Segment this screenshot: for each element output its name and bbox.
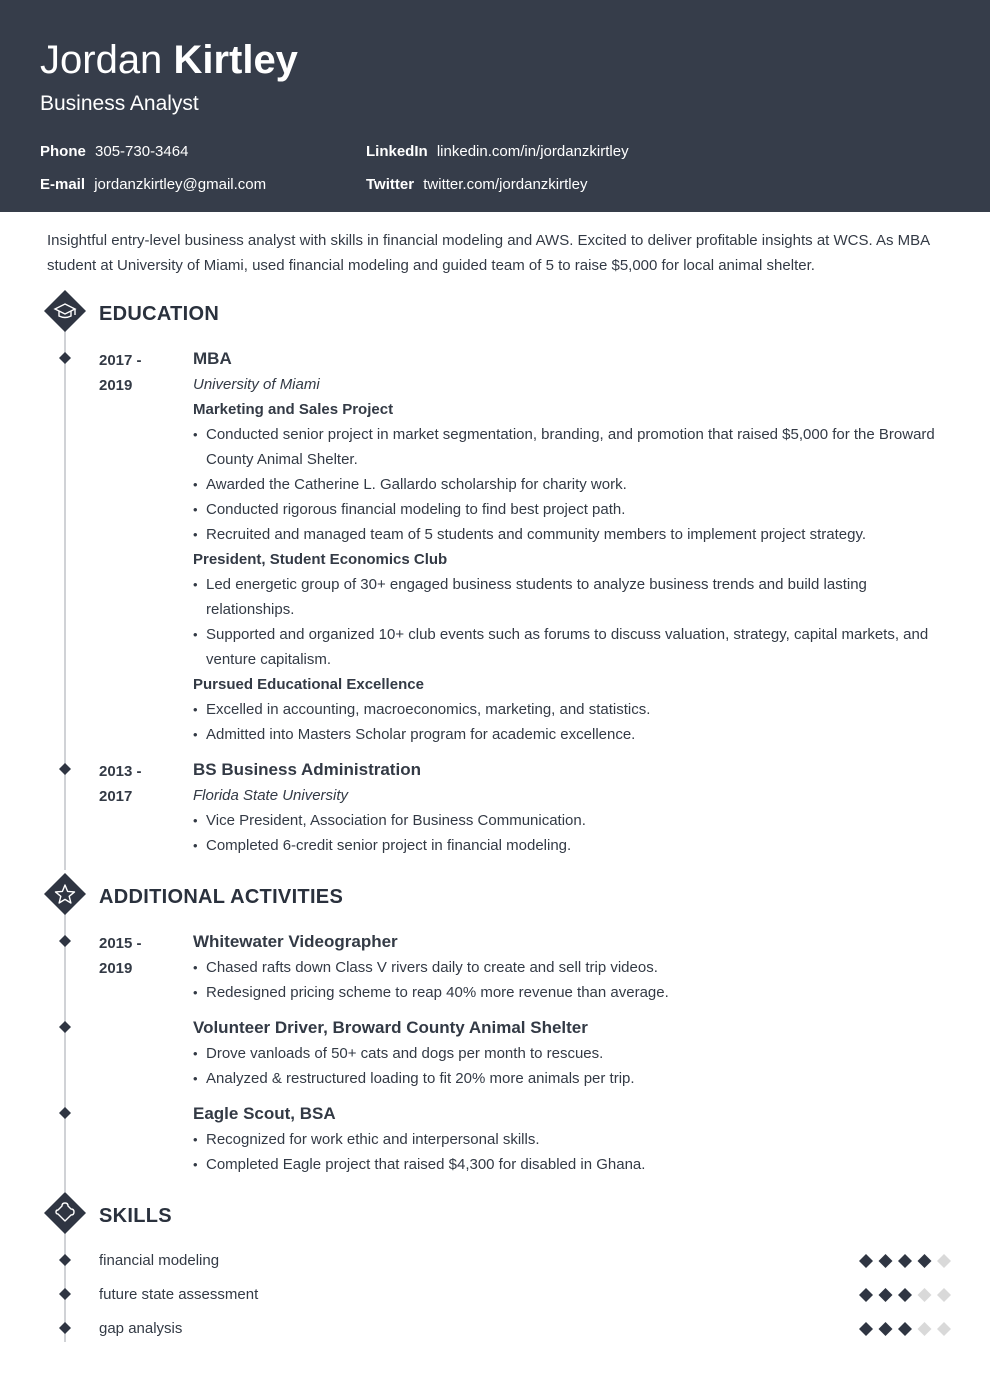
activity-title: Volunteer Driver, Broward County Animal Shelter xyxy=(193,1018,588,1037)
date-range xyxy=(99,348,159,398)
school: University of Miami xyxy=(193,376,320,393)
education-title: EDUCATION xyxy=(99,303,220,325)
list-item: • Redesigned pricing scheme to reap 40% more revenue than average. xyxy=(193,980,943,1005)
bullet-list xyxy=(193,572,943,672)
school: Florida State University xyxy=(193,787,349,804)
degree: BS Business Administration xyxy=(193,760,421,779)
date-start: 2015 - xyxy=(99,935,142,952)
timeline-marker xyxy=(59,352,71,364)
skills-title: SKILLS xyxy=(99,1205,172,1227)
twitter-link[interactable]: twitter.com/jordanzkirtley xyxy=(423,176,588,193)
activity-title: Eagle Scout, BSA xyxy=(193,1104,336,1123)
list-item: • Conducted senior project in market segmentation, branding, and promotion that raised $5,000 for the Broward County Animal Shelter. xyxy=(193,422,943,472)
timeline-marker xyxy=(59,1107,71,1119)
rating-diamond-filled xyxy=(918,1254,932,1268)
group-heading: Marketing and Sales Project xyxy=(193,401,394,418)
timeline-marker xyxy=(59,1322,71,1334)
summary-paragraph: Insightful entry-level business analyst with skills in financial modeling and AWS. Excited to deliver profitable insights at WCS. As MBA student at University of Miami, used financial modeling and guided team of 5 to raise $5,000 for local animal shelter. xyxy=(47,232,930,274)
rating-diamond-filled xyxy=(898,1322,912,1336)
bullet-list xyxy=(193,1041,943,1091)
date-start: 2017 - xyxy=(99,352,142,369)
contact-label: E-mail xyxy=(40,176,86,193)
list-item: • Analyzed & restructured loading to fit 20% more animals per trip. xyxy=(193,1066,943,1091)
list-item: • Excelled in accounting, macroeconomics, marketing, and statistics. xyxy=(193,697,943,722)
contact-twitter xyxy=(366,175,587,195)
list-item: • Completed Eagle project that raised $4,300 for disabled in Ghana. xyxy=(193,1152,943,1177)
list-item: • Conducted rigorous financial modeling to find best project path. xyxy=(193,497,943,522)
rating-diamond-empty xyxy=(937,1288,951,1302)
timeline-line xyxy=(64,912,66,1192)
rating-diamond-empty xyxy=(918,1322,932,1336)
activity-entry xyxy=(193,929,943,1005)
skill-rating xyxy=(858,1321,953,1337)
timeline-marker xyxy=(59,1021,71,1033)
timeline-line xyxy=(64,330,66,870)
rating-diamond-filled xyxy=(879,1322,893,1336)
linkedin-link[interactable]: linkedin.com/in/jordanzkirtley xyxy=(436,143,629,160)
rating-diamond-empty xyxy=(937,1254,951,1268)
contact-email xyxy=(40,175,266,195)
date-range xyxy=(99,759,159,809)
contact-label: Phone xyxy=(40,143,86,160)
job-title: Business Analyst xyxy=(40,92,199,115)
timeline-marker xyxy=(59,1288,71,1300)
date-end: 2017 xyxy=(99,788,133,805)
education-entry xyxy=(193,346,943,747)
date-start: 2013 - xyxy=(99,763,142,780)
first-name: Jordan xyxy=(40,38,163,82)
rating-diamond-filled xyxy=(879,1254,893,1268)
activity-entry xyxy=(193,1015,943,1091)
phone-value: 305-730-3464 xyxy=(95,143,189,160)
candidate-name xyxy=(40,36,298,84)
rating-diamond-filled xyxy=(879,1288,893,1302)
education-entry xyxy=(193,757,943,858)
star-icon xyxy=(44,873,86,915)
bullet-list xyxy=(193,697,943,747)
timeline-marker xyxy=(59,1254,71,1266)
activity-title: Whitewater Videographer xyxy=(193,932,398,951)
date-end: 2019 xyxy=(99,377,133,394)
bullet-list xyxy=(193,1127,943,1177)
list-item: • Drove vanloads of 50+ cats and dogs per month to rescues. xyxy=(193,1041,943,1066)
rating-diamond-filled xyxy=(898,1288,912,1302)
bullet-list xyxy=(193,955,943,1005)
resume-header xyxy=(0,0,990,212)
contact-label: Twitter xyxy=(366,176,415,193)
bullet-list xyxy=(193,422,943,547)
list-item: • Admitted into Masters Scholar program for academic excellence. xyxy=(193,722,943,747)
list-item: • Supported and organized 10+ club events such as forums to discuss valuation, strategy, capital markets, and venture capitalism. xyxy=(193,622,943,672)
date-end: 2019 xyxy=(99,960,133,977)
skill-name: gap analysis xyxy=(99,1320,183,1337)
rating-diamond-filled xyxy=(859,1322,873,1336)
bullet-list xyxy=(193,808,943,858)
degree: MBA xyxy=(193,349,232,368)
group-heading: President, Student Economics Club xyxy=(193,551,448,568)
activities-title: ADDITIONAL ACTIVITIES xyxy=(99,886,344,908)
activity-entry xyxy=(193,1101,943,1177)
skill-name: future state assessment xyxy=(99,1286,259,1303)
last-name: Kirtley xyxy=(173,38,298,82)
group-heading: Pursued Educational Excellence xyxy=(193,676,424,693)
contact-label: LinkedIn xyxy=(366,143,428,160)
timeline-marker xyxy=(59,763,71,775)
skill-name: financial modeling xyxy=(99,1252,220,1269)
email-value[interactable]: jordanzkirtley@gmail.com xyxy=(94,176,267,193)
contact-linkedin xyxy=(366,142,629,162)
timeline-marker xyxy=(59,935,71,947)
contact-phone xyxy=(40,142,188,162)
list-item: • Recruited and managed team of 5 students and community members to implement project strategy. xyxy=(193,522,943,547)
list-item: • Vice President, Association for Business Communication. xyxy=(193,808,943,833)
list-item: • Recognized for work ethic and interpersonal skills. xyxy=(193,1127,943,1152)
skill-rating xyxy=(858,1287,953,1303)
list-item: • Chased rafts down Class V rivers daily to create and sell trip videos. xyxy=(193,955,943,980)
rating-diamond-filled xyxy=(898,1254,912,1268)
skill-rating xyxy=(858,1253,953,1269)
list-item: • Awarded the Catherine L. Gallardo scholarship for charity work. xyxy=(193,472,943,497)
rating-diamond-empty xyxy=(918,1288,932,1302)
list-item: • Completed 6-credit senior project in financial modeling. xyxy=(193,833,943,858)
rating-diamond-empty xyxy=(937,1322,951,1336)
puzzle-piece-icon xyxy=(44,1192,86,1234)
rating-diamond-filled xyxy=(859,1288,873,1302)
list-item: • Led energetic group of 30+ engaged business students to analyze business trends and build lasting relationships. xyxy=(193,572,943,622)
graduation-cap-icon xyxy=(44,290,86,332)
date-range xyxy=(99,931,159,981)
rating-diamond-filled xyxy=(859,1254,873,1268)
